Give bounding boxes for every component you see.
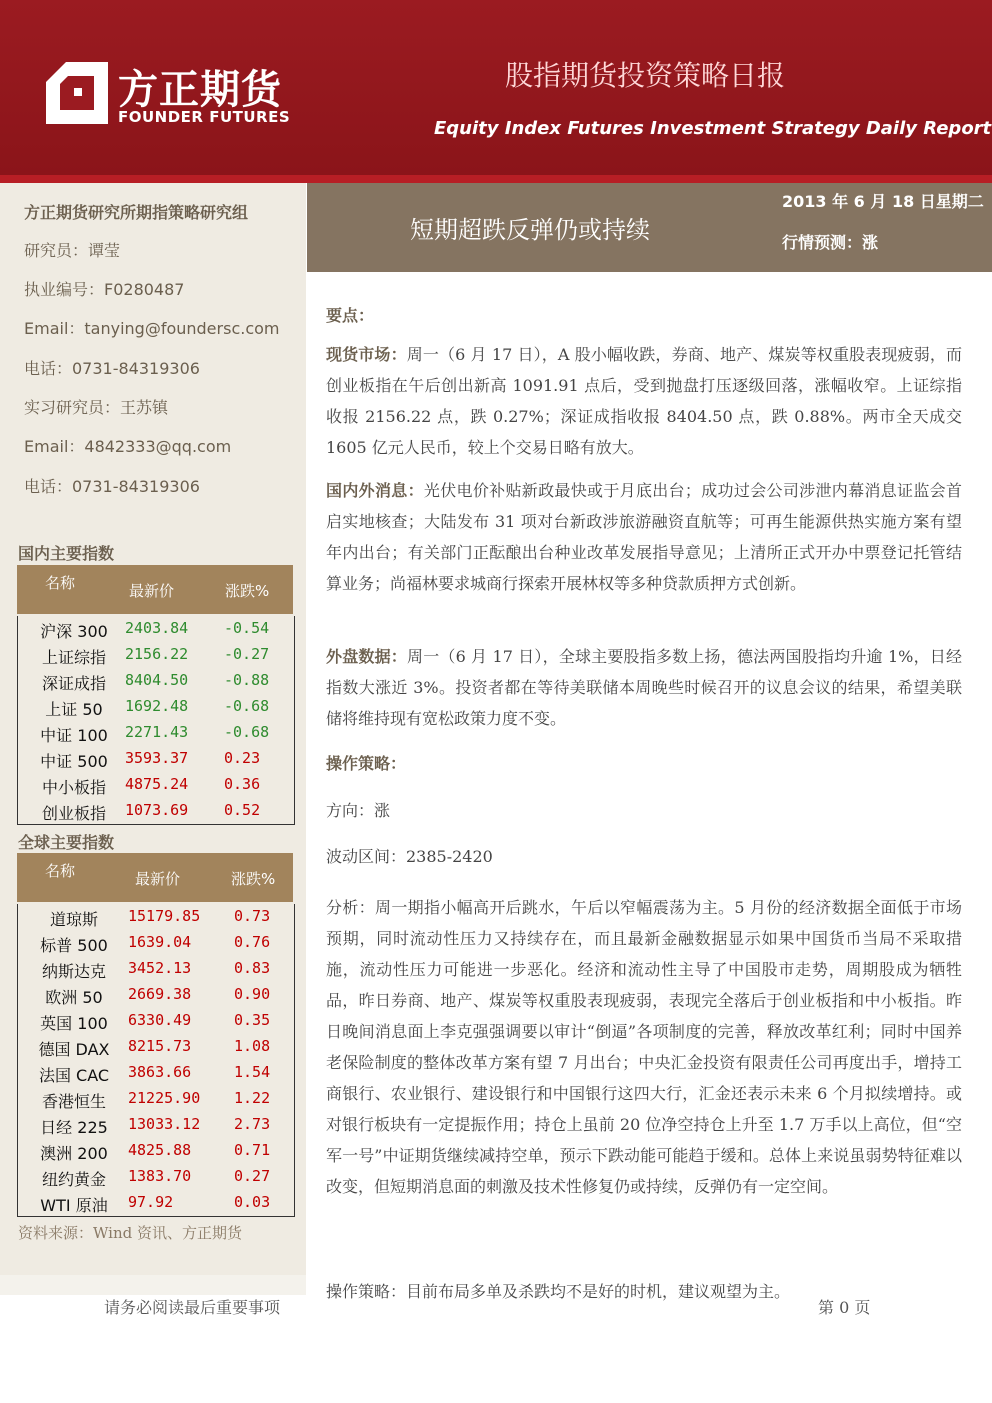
company-logo-text: 方正期货 (118, 67, 282, 113)
table-row (18, 956, 294, 982)
index-name: 纽约黄金 (41, 1170, 106, 1189)
analysis-text: 分析：周一期指小幅高开后跳水，午后以窄幅震荡为主。5 月份的经济数据全面低于市场预期，同时流动性压力又持续存在，而且最新金融数据显示如果中国货币当局不采取措施，流动性压力可能进一步恶化。经济和流动性主导了中国股市走势，周期股成为牺牲品，昨日券商、地产、煤炭等权重股表现疲弱，表现完全落后于创业板指和中小板指。昨日晚间消息面上李克强强调要以审计“倒逼”各项制度的完善，释放改革红利；同时中国养老保险制度的整体改革方案有望 7 月出台；中央汇金投资有限责任公司再度出手，增持工商银行、农业银行、建设银行和中国银行这四大行，汇金还表示未来 6 个月拟续增持。或对银行板块有一定提振作用；持仓上虽前 20 位净空持仓上升至 1.7 万手以上高位，但“空军一号”中证期货继续减持空单，预示下跌动能可能趋于缓和。总体上来说虽弱势特征难以改变，但短期消息面的刺激及技术性修复仍或持续，反弹仍有一定空间。 (326, 898, 962, 1196)
col-name: 名称 (45, 574, 76, 592)
index-change: -0.27 (224, 645, 270, 663)
global-table (17, 904, 295, 1217)
index-change: 0.71 (234, 1141, 271, 1159)
index-change: -0.68 (224, 697, 270, 715)
index-price: 4825.88 (128, 1141, 192, 1159)
index-name: 中证 500 (40, 752, 108, 771)
index-change: 1.22 (234, 1089, 271, 1107)
index-price: 4875.24 (125, 775, 189, 793)
market-outlook: 行情预测：涨 (782, 233, 879, 252)
index-change: 0.83 (234, 959, 271, 977)
index-name: 澳洲 200 (40, 1144, 108, 1163)
analysis-section (326, 892, 962, 1202)
index-name: 欧洲 50 (45, 988, 103, 1007)
table-row (18, 1034, 294, 1060)
index-name: 纳斯达克 (41, 962, 106, 981)
index-name: 标普 500 (40, 936, 108, 955)
report-title-cn: 股指期货投资策略日报 (505, 59, 786, 92)
index-change: 0.90 (234, 985, 271, 1003)
analyst-name: 研究员：谭莹 (24, 241, 121, 260)
direction-text: 方向：涨 (326, 801, 391, 820)
table-row (18, 1138, 294, 1164)
direction-section (326, 795, 962, 826)
index-price: 2156.22 (125, 645, 189, 663)
index-change: -0.54 (224, 619, 270, 637)
table-row (18, 1008, 294, 1034)
table-row (18, 1164, 294, 1190)
index-name: 深证成指 (41, 674, 106, 693)
news-section (326, 475, 962, 599)
index-name: 德国 DAX (38, 1040, 110, 1059)
operation-text: 操作策略：目前布局多单及杀跌均不是好的时机，建议观望为主。 (326, 1282, 791, 1301)
range-text: 波动区间：2385-2420 (326, 847, 493, 866)
index-name: 上证 50 (45, 700, 103, 719)
index-change: -0.68 (224, 723, 270, 741)
index-name: 创业板指 (41, 804, 106, 823)
spot-market-label: 现货市场： (326, 345, 407, 364)
index-name: 沪深 300 (40, 622, 108, 641)
spot-market-section (326, 339, 962, 463)
table-row (18, 1112, 294, 1138)
index-price: 1639.04 (128, 933, 192, 951)
overseas-section (326, 641, 962, 734)
index-change: 1.08 (234, 1037, 271, 1055)
index-name: 法国 CAC (38, 1066, 110, 1085)
index-price: 21225.90 (128, 1089, 201, 1107)
index-name: 英国 100 (40, 1014, 108, 1033)
sidebar-footer-band (0, 1275, 306, 1295)
page-number: 第 0 页 (818, 1298, 871, 1317)
index-price: 6330.49 (128, 1011, 192, 1029)
index-price: 1073.69 (125, 801, 189, 819)
index-price: 2403.84 (125, 619, 189, 637)
index-price: 1383.70 (128, 1167, 192, 1185)
index-change: 0.03 (234, 1193, 271, 1211)
table-row (18, 1060, 294, 1086)
table-row (18, 1086, 294, 1112)
news-label: 国内外消息： (326, 481, 424, 500)
index-price: 3593.37 (125, 749, 189, 767)
global-table-header (17, 853, 293, 902)
index-name: 中小板指 (41, 778, 106, 797)
analyst-email: Email：tanying@foundersc.com (24, 319, 280, 338)
index-price: 8215.73 (128, 1037, 192, 1055)
research-group: 方正期货研究所期指策略研究组 (24, 203, 249, 222)
analyst-phone: 电话：0731-84319306 (24, 359, 200, 378)
key-points-label: 要点： (326, 306, 375, 325)
col-change: 涨跌% (231, 870, 276, 888)
table-row (18, 930, 294, 956)
col-price: 最新价 (135, 870, 181, 888)
index-price: 2669.38 (128, 985, 192, 1003)
domestic-indices-title: 国内主要指数 (18, 544, 115, 563)
table-row (18, 982, 294, 1008)
article-title: 短期超跌反弹仍或持续 (410, 216, 650, 244)
index-price: 13033.12 (128, 1115, 201, 1133)
table-row (18, 772, 294, 798)
index-name: 上证综指 (41, 648, 106, 667)
news-text: 光伏电价补贴新政最快或于月底出台；成功过会公司涉泄内幕消息证监会首启实地核查；大陆发布 31 项对台新政涉旅游融资直航等；可再生能源供热实施方案有望年内出台；有关部门正酝酿出台种业改革发展指导意见；上清所正式开办中票登记托管结算业务；尚福林要求城商行探索开展林权等多种贷款质押方式创新。 (326, 481, 962, 593)
spot-market-text: 周一（6 月 17 日），A 股小幅收跌，券商、地产、煤炭等权重股表现疲弱，而创业板指在午后创出新高 1091.91 点后，受到抛盘打压逐级回落，涨幅收窄。上证综指收报 2156.22 点，跌 0.27%；深证成指收报 8404.50 点，跌 0.88%。两市全天成交 1605 亿元人民币，较上个交易日略有放大。 (326, 345, 962, 457)
table-row (18, 1190, 294, 1216)
range-section (326, 841, 962, 872)
index-price: 8404.50 (125, 671, 189, 689)
intern-email: Email：4842333@qq.com (24, 437, 232, 456)
data-source: 资料来源：Wind 资讯、方正期货 (18, 1224, 242, 1242)
index-change: 0.23 (224, 749, 261, 767)
overseas-text: 周一（6 月 17 日），全球主要股指多数上扬，德法两国股指均升逾 1%，日经指数大涨近 3%。投资者都在等待美联储本周晚些时候召开的议息会议的结果，希望美联储将维持现有宽松政策力度不变。 (326, 647, 962, 728)
index-price: 3863.66 (128, 1063, 192, 1081)
domestic-table-header (17, 565, 293, 614)
col-name: 名称 (45, 862, 76, 880)
index-price: 3452.13 (128, 959, 192, 977)
index-change: 0.36 (224, 775, 261, 793)
index-change: 0.52 (224, 801, 261, 819)
table-row (18, 746, 294, 772)
table-row (18, 616, 294, 642)
overseas-label: 外盘数据： (326, 647, 407, 666)
table-row (18, 798, 294, 824)
index-price: 1692.48 (125, 697, 189, 715)
index-price: 97.92 (128, 1193, 174, 1211)
index-change: 0.76 (234, 933, 271, 951)
report-title-en: Equity Index Futures Investment Strategy Daily Report (434, 118, 992, 139)
intern-phone: 电话：0731-84319306 (24, 477, 200, 496)
global-indices-title: 全球主要指数 (18, 833, 115, 852)
footer-notice: 请务必阅读最后重要事项 (104, 1298, 281, 1317)
table-row (18, 904, 294, 930)
col-price: 最新价 (129, 582, 175, 600)
table-row (18, 668, 294, 694)
founder-logo-icon (46, 62, 108, 124)
index-name: 日经 225 (40, 1118, 108, 1137)
table-row (18, 720, 294, 746)
index-change: 2.73 (234, 1115, 271, 1133)
index-name: 香港恒生 (41, 1092, 106, 1111)
index-name: 中证 100 (40, 726, 108, 745)
index-name: WTI 原油 (40, 1196, 108, 1215)
report-date: 2013 年 6 月 18 日星期二 (782, 192, 984, 211)
strategy-heading (326, 748, 962, 779)
index-name: 道琼斯 (49, 910, 98, 929)
domestic-table (17, 616, 295, 825)
index-change: -0.88 (224, 671, 270, 689)
header-stripe (0, 175, 992, 183)
license-number: 执业编号：F0280487 (24, 280, 185, 299)
key-points-heading (326, 300, 962, 331)
index-price: 2271.43 (125, 723, 189, 741)
index-change: 0.35 (234, 1011, 271, 1029)
table-row (18, 694, 294, 720)
strategy-label: 操作策略： (326, 754, 407, 773)
intern-name: 实习研究员：王苏镇 (24, 398, 169, 417)
index-change: 1.54 (234, 1063, 271, 1081)
col-change: 涨跌% (225, 582, 270, 600)
index-change: 0.73 (234, 907, 271, 925)
index-price: 15179.85 (128, 907, 201, 925)
company-logo-english: FOUNDER FUTURES (118, 108, 291, 126)
table-row (18, 642, 294, 668)
index-change: 0.27 (234, 1167, 271, 1185)
